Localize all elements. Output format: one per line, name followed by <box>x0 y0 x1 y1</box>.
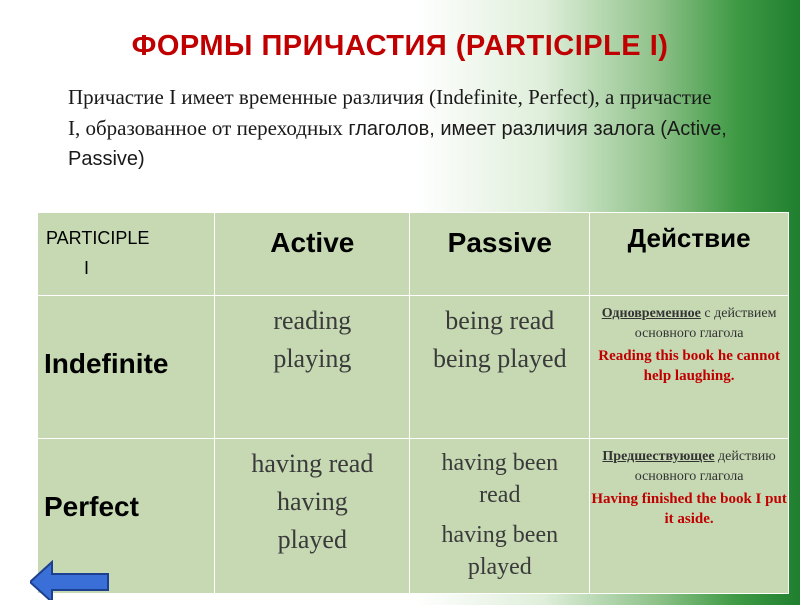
indefinite-desc-key: Одновременное <box>601 306 701 321</box>
perfect-desc-rest: действию основного глагола <box>634 449 776 484</box>
perfect-label: Perfect <box>44 491 139 522</box>
indefinite-row <box>38 296 789 439</box>
header-passive-cell <box>410 213 590 296</box>
indefinite-active-cell <box>215 296 410 439</box>
indefinite-passive-form-1: being read <box>445 306 555 335</box>
intro-part2: глаголов, имеет различия залога (Active, Passive) <box>68 118 727 170</box>
header-participle-cell <box>38 213 215 296</box>
perfect-active-form-2b: played <box>277 525 347 554</box>
perfect-active-form-2a: having <box>276 487 348 516</box>
indefinite-desc-rest: с действием основного глагола <box>634 306 777 341</box>
header-participle-line2: I <box>84 258 90 278</box>
perfect-passive-form-1b: read <box>479 482 521 508</box>
indefinite-label-cell <box>38 296 215 439</box>
perfect-passive-form-2a: having been <box>441 522 559 548</box>
header-row <box>38 213 789 296</box>
participle-table <box>37 212 789 594</box>
left-arrow-icon[interactable] <box>30 560 110 600</box>
perfect-passive-form-1a: having been <box>441 450 559 476</box>
perfect-active-form-1: having read <box>251 449 374 478</box>
header-passive: Passive <box>447 227 552 258</box>
indefinite-passive-form-2: being played <box>433 344 567 373</box>
indefinite-active-form-2: playing <box>273 344 352 373</box>
perfect-example: Having finished the book I put it aside. <box>591 491 787 527</box>
slide-title: ФОРМЫ ПРИЧАСТИЯ (PARTICIPLE I) <box>131 30 669 62</box>
indefinite-action-cell <box>590 296 789 439</box>
perfect-desc-key: Предшествующее <box>602 449 715 464</box>
header-active: Active <box>270 227 355 258</box>
intro-text <box>68 82 728 174</box>
header-participle-line1: PARTICIPLE <box>46 228 150 248</box>
indefinite-label: Indefinite <box>44 348 169 379</box>
indefinite-passive-cell <box>410 296 590 439</box>
indefinite-active-form-1: reading <box>273 306 352 335</box>
indefinite-example: Reading this book he cannot help laughing. <box>598 348 780 384</box>
header-active-cell <box>215 213 410 296</box>
header-action: Действие <box>627 223 751 253</box>
perfect-row <box>38 439 789 594</box>
perfect-passive-form-2b: played <box>467 554 532 580</box>
perfect-active-cell <box>215 439 410 594</box>
intro-part1: Причастие I имеет временные различия (Indefinite, Perfect), а причастие I, образованное от переходных <box>68 85 712 140</box>
perfect-passive-cell <box>410 439 590 594</box>
perfect-action-cell <box>590 439 789 594</box>
header-action-cell <box>590 213 789 296</box>
